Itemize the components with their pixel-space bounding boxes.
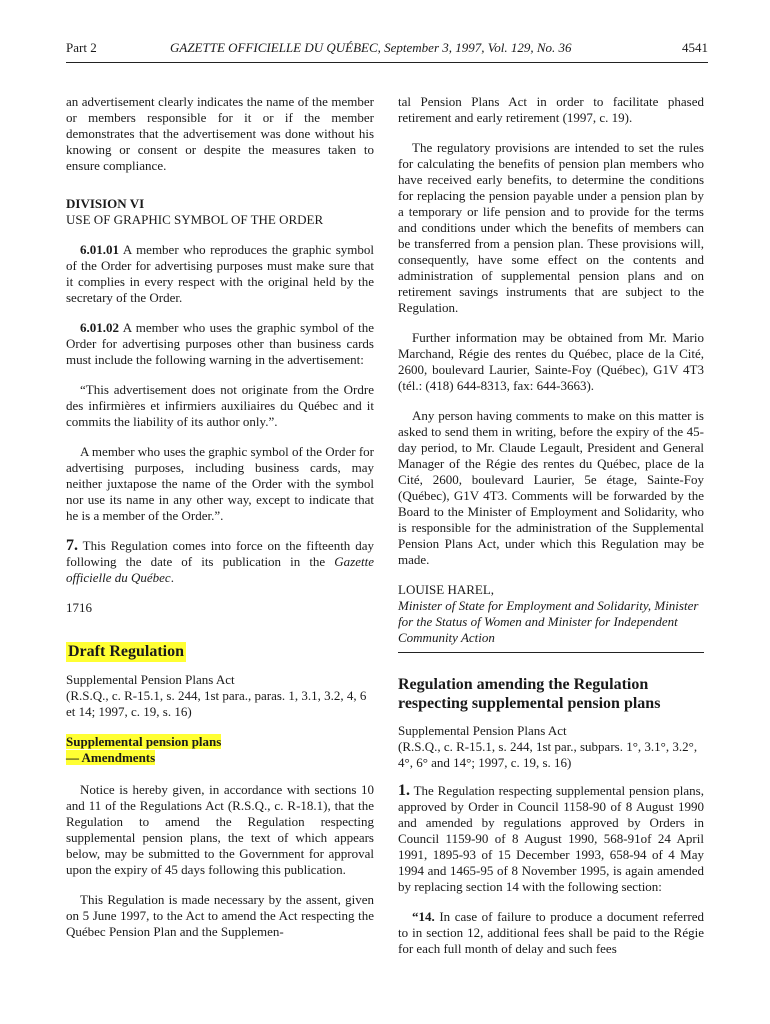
section-14 [398, 909, 704, 957]
comments-paragraph: Any person having comments to make on this matter is asked to send them in writing, before the expiry of the 45-day period, to Mr. Claude Legault, President and General Manager of the Régie des rentes du Québec, place de la Cité, 2600, boulevard Laurier, 5e étage, Sainte-Foy (Québec), G1V 4T3. Comments will be forwarded by the Board to the Minister of Employment and Solidarity, who is responsible for the administration of the Supplemental Pension Plans Act, under which this Regulation may be made. [398, 408, 704, 567]
subject-line-1: Supplemental pension plans [66, 734, 222, 749]
header-rule [66, 62, 708, 63]
section-text: In case of failure to produce a document referred to in section 12, additional fees shall be paid to the Régie for each full month of delay and such fees [398, 909, 704, 956]
subject-line-2: — Amendments [66, 750, 156, 765]
notice-paragraph: Notice is hereby given, in accordance with sections 10 and 11 of the Regulations Act (R.S.Q., c. R-18.1), that the Regulation to amend the Regulation respecting supplemental pension plans, the text of which appears below, may be submitted to the Government for approval upon the expiry of 45 days following this publication. [66, 782, 374, 877]
division-title: USE OF GRAPHIC SYMBOL OF THE ORDER [66, 212, 324, 227]
provisions-paragraph: The regulatory provisions are intended to set the rules for calculating the benefits of pension plan members who have received early benefits, to determine the conditions for replacing the pension payable under a pension plan by a temporary or life pension and to provide for the terms and conditions under which the benefits of members can be transferred from a pension plan. These provisions will, consequently, have some effect on the contents and administration of supplemental pension plans and on retirement savings instruments that are subject to the Regulation. [398, 140, 704, 315]
regulation-title: Regulation amending the Regulation respecting supplemental pension plans [398, 676, 661, 712]
section-1 [398, 783, 704, 895]
subject-heading [66, 734, 374, 766]
part-label: Part 2 [66, 40, 97, 55]
warning-quote: “This advertisement does not originate from the Ordre des infirmières et infirmiers auxiliaires du Québec and it commits the liability of its author only.”. [66, 382, 374, 429]
section-number: “14. [412, 909, 435, 924]
document-code: 1716 [66, 600, 92, 615]
act-reference: (R.S.Q., c. R-15.1, s. 244, 1st para., paras. 1, 3.1, 3.2, 4, 6 et 14; 1997, c. 19, s. 16) [66, 688, 367, 719]
member-paragraph: A member who uses the graphic symbol of the Order for advertising purposes, including business cards, may neither juxtapose the name of the Order with the symbol nor use its name in any other way, except to indicate that he is a member of the Order.”. [66, 444, 374, 523]
section-text: A member who uses the graphic symbol of the Order for advertising purposes other than business cards must include the following warning in the advertisement: [66, 320, 374, 367]
section-text: This Regulation comes into force on the fifteenth day following the date of its publication in the [66, 538, 374, 569]
page-header [66, 40, 708, 58]
left-column [66, 94, 374, 940]
page-number: 4541 [682, 40, 708, 55]
act-reference: (R.S.Q., c. R-15.1, s. 244, 1st par., subpars. 1°, 3.1°, 3.2°, 4°, 6° and 14°; 1997, c. 19, s. 16) [398, 739, 698, 770]
act-name: Supplemental Pension Plans Act [66, 672, 235, 687]
further-info-paragraph: Further information may be obtained from Mr. Mario Marchand, Régie des rentes du Québec, place de la Cité, 2600, boulevard Laurier, Sainte-Foy (Québec), G1V 4T3 (tél.: (418) 644-8313, fax: 644-3663). [398, 330, 704, 393]
section-number: 1. [398, 782, 410, 799]
section-text: The Regulation respecting supplemental pension plans, approved by Order in Council 1158-90 of 8 August 1990 and amended by regulations approved by Orders in Council 1159-90 of 8 August 1990, 568-91of 24 April 1991, 1895-93 of 15 December 1993, 658-94 of 4 May 1994 and 1465-95 of 8 November 1995, is again amended by replacing section 14 with the following section: [398, 783, 704, 894]
continued-paragraph: an advertisement clearly indicates the name of the member or members responsible for it or if the member demonstrates that the advertisement was done without his knowing or consent or despite the measures taken to ensure compliance. [66, 94, 374, 173]
continued-paragraph: tal Pension Plans Act in order to facilitate phased retirement and early retirement (1997, c. 19). [398, 94, 704, 125]
right-column [398, 94, 704, 957]
signer-name: LOUISE HAREL, [398, 582, 495, 597]
gazette-title: GAZETTE OFFICIELLE DU QUÉBEC, September 3, 1997, Vol. 129, No. 36 [170, 40, 572, 55]
gazette-name: Gazette officielle du Québec [66, 554, 374, 585]
signature-rule [398, 652, 704, 653]
necessity-paragraph: This Regulation is made necessary by the assent, given on 5 June 1997, to the Act to amend the Act respecting the Québec Pension Plan and the Supplemen- [66, 892, 374, 939]
act-name: Supplemental Pension Plans Act [398, 723, 567, 738]
section-number: 7. [66, 537, 78, 554]
section-6-01-01 [66, 242, 374, 306]
division-label: DIVISION VI [66, 196, 145, 211]
draft-heading [66, 642, 374, 662]
section-7: 7. This Regulation comes into force on the fifteenth day following the date of its publication in the Gazette officielle du Québec. [66, 537, 374, 585]
section-text: A member who reproduces the graphic symbol of the Order for advertising purposes must make sure that it complies in every respect with the original held by the secretary of the Order. [66, 242, 374, 305]
signer-title: Minister of State for Employment and Solidarity, Minister for the Status of Women and Minister for Independent Community Action [398, 598, 699, 645]
draft-title: Draft Regulation [68, 643, 184, 660]
section-6-01-02 [66, 320, 374, 368]
section-number: 6.01.01 [80, 242, 119, 257]
section-number: 6.01.02 [80, 320, 119, 335]
